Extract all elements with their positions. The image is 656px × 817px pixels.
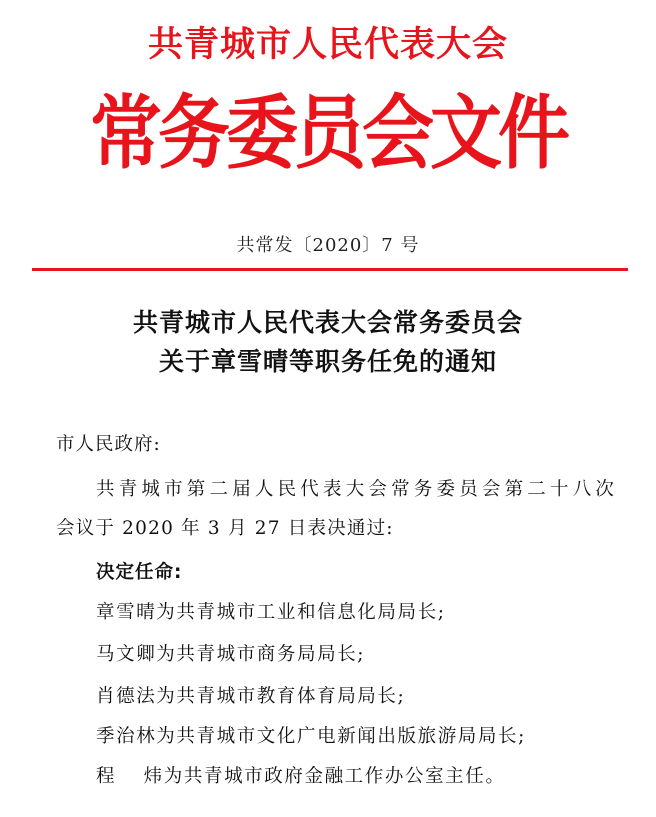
document-number: 共常发〔2020〕7 号 — [236, 235, 420, 256]
notice-title-line-2: 关于章雪晴等职务任免的通知 — [158, 347, 497, 376]
appointment-item: 程 炜为共青城市政府金融工作办公室主任。 — [96, 766, 506, 787]
appointment-item: 肖德法为共青城市教育体育局局长; — [96, 686, 406, 707]
red-separator-line — [32, 268, 628, 271]
appointment-item: 季治林为共青城市文化广电新闻出版旅游局局长; — [96, 726, 526, 747]
document-type-heading: 常务委员会文件 — [89, 85, 566, 181]
notice-title-line-1: 共青城市人民代表大会常务委员会 — [132, 308, 523, 337]
appointment-item: 马文卿为共青城市商务局局长; — [96, 644, 366, 665]
issuing-organization: 共青城市人民代表大会 — [147, 25, 508, 65]
body-paragraph-line-2: 会议于 2020 年 3 月 27 日表决通过: — [56, 518, 394, 539]
addressee: 市人民政府: — [56, 434, 161, 455]
appointment-item: 章雪晴为共青城市工业和信息化局局长; — [96, 602, 446, 623]
body-paragraph-line-1: 共青城市第二届人民代表大会常务委员会第二十八次 — [96, 479, 619, 500]
decision-heading: 决定任命: — [96, 562, 183, 583]
